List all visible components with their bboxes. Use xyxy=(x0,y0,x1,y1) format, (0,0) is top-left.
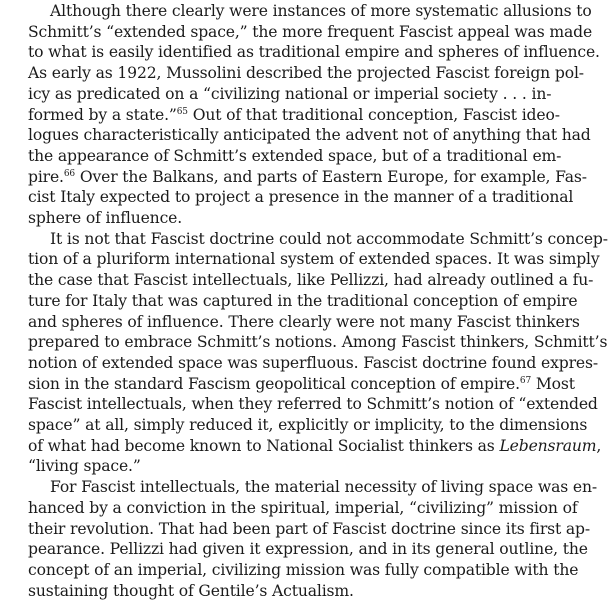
text-line xyxy=(6,374,575,395)
text-line: As early as 1922, Mussolini described the projected Fascist foreign pol- xyxy=(28,64,584,83)
italic-term: Lebensraum xyxy=(499,436,597,455)
text-segment: formed by a state.” xyxy=(28,105,177,124)
text-line: sustaining thought of Gentile’s Actualism. xyxy=(28,581,354,600)
document-page xyxy=(6,1,608,601)
text-line: For Fascist intellectuals, the material necessity of living space was en- xyxy=(50,478,598,497)
text-line: notion of extended space was superfluous. Fascist doctrine found expres- xyxy=(28,353,598,372)
paragraph-2 xyxy=(6,229,608,477)
text-line: It is not that Fascist doctrine could not accommodate Schmitt’s concep- xyxy=(50,229,608,248)
text-line: pearance. Pellizzi had given it expression, and in its general outline, the xyxy=(28,540,588,559)
text-segment: of what had become known to National Socialist thinkers as xyxy=(28,436,495,455)
text-line: Although there clearly were instances of more systematic allusions to xyxy=(50,2,592,20)
text-line: prepared to embrace Schmitt’s notions. Among Fascist thinkers, Schmitt’s xyxy=(28,333,608,352)
text-segment: , xyxy=(596,436,602,455)
text-line: tion of a pluriform international system of extended spaces. It was simply xyxy=(28,250,600,269)
text-segment: pire. xyxy=(28,167,64,186)
paragraph-1 xyxy=(6,1,600,229)
text-line xyxy=(6,105,560,126)
text-line xyxy=(6,436,602,457)
footnote-marker: 65 xyxy=(176,106,188,117)
text-line: the appearance of Schmitt’s extended space, but of a traditional em- xyxy=(28,146,562,165)
text-segment: Over the Balkans, and parts of Eastern Europe, for example, Fas- xyxy=(79,167,587,186)
paragraph-3 xyxy=(6,477,598,601)
text-line: cist Italy expected to project a presence in the manner of a traditional xyxy=(28,188,574,207)
text-segment: sion in the standard Fascism geopolitical conception of empire. xyxy=(28,374,520,393)
text-line: to what is easily identified as traditional empire and spheres of influence. xyxy=(28,43,600,62)
text-line: sphere of influence. xyxy=(28,209,183,228)
text-line: “living space.” xyxy=(28,457,141,476)
text-line: Schmitt’s “extended space,” the more frequent Fascist appeal was made xyxy=(28,22,593,41)
text-line: hanced by a conviction in the spiritual, imperial, “civilizing” mission of xyxy=(28,498,578,517)
text-line: concept of an imperial, civilizing mission was fully compatible with the xyxy=(28,560,579,579)
text-segment: Out of that traditional conception, Fascist ideo- xyxy=(192,105,560,124)
footnote-marker: 66 xyxy=(63,168,76,179)
text-line: logues characteristically anticipated the advent not of anything that had xyxy=(28,126,591,145)
text-line: ture for Italy that was captured in the traditional conception of empire xyxy=(28,291,578,310)
text-line: their revolution. That had been part of Fascist doctrine since its first ap- xyxy=(28,519,590,538)
text-segment: Most xyxy=(535,374,575,393)
text-line: Fascist intellectuals, when they referred to Schmitt’s notion of “extended xyxy=(28,395,598,414)
text-line: icy as predicated on a “civilizing national or imperial society . . . in- xyxy=(28,84,552,103)
footnote-marker: 67 xyxy=(519,375,532,386)
text-line xyxy=(6,167,587,188)
text-line: space” at all, simply reduced it, explicitly or implicity, to the dimensions xyxy=(28,416,588,435)
text-line: and spheres of influence. There clearly were not many Fascist thinkers xyxy=(28,312,580,331)
text-line: the case that Fascist intellectuals, like Pellizzi, had already outlined a fu- xyxy=(28,271,594,290)
